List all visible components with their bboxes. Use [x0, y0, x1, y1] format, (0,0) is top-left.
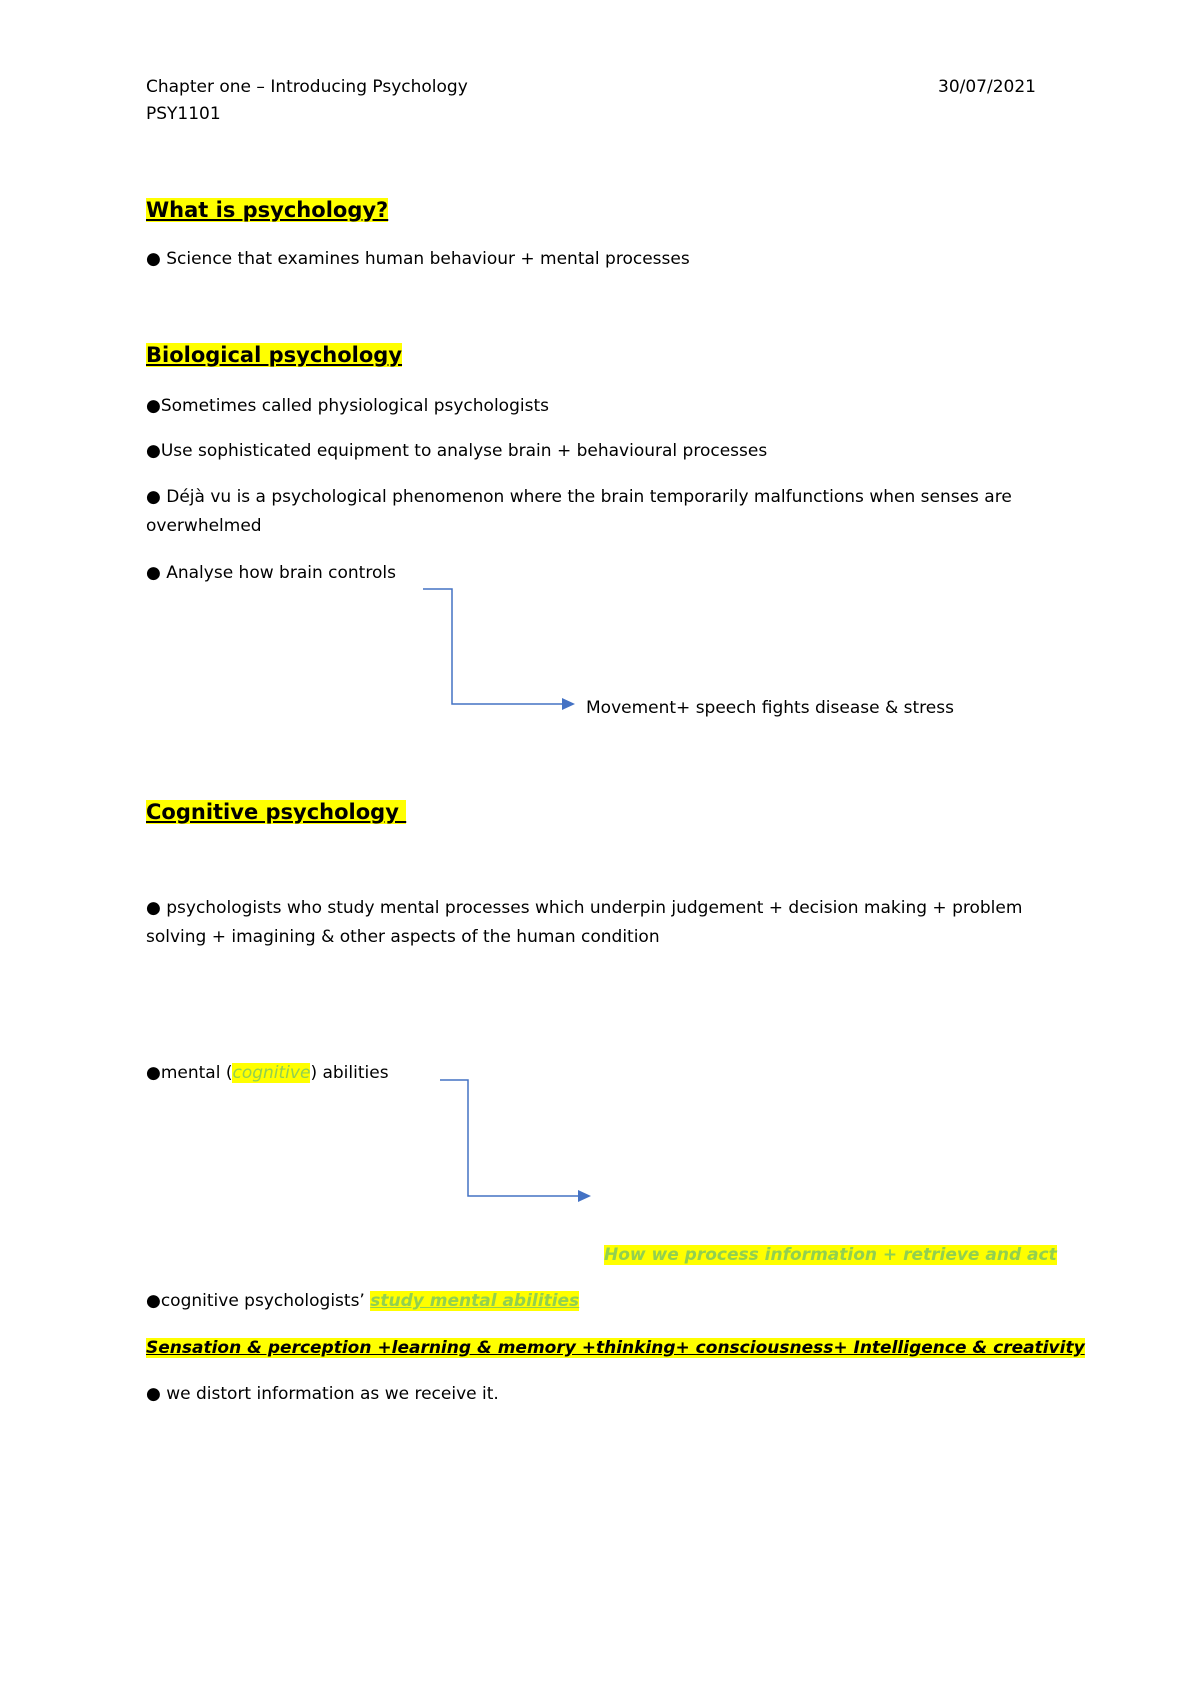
topics-line	[146, 1337, 1085, 1359]
bullet-equipment: ●Use sophisticated equipment to analyse brain + behavioural processes	[146, 441, 768, 461]
psychologists-prefix: ●cognitive psychologists’	[146, 1291, 371, 1311]
bullet-deja-vu-line1: ● Déjà vu is a psychological phenomenon where the brain temporarily malfunctions when senses are	[146, 487, 1012, 507]
bullet-mental-processes-line2: solving + imagining & other aspects of the human condition	[146, 927, 660, 947]
bullet-physiological: ●Sometimes called physiological psychologists	[146, 396, 549, 416]
chapter-title: Chapter one – Introducing Psychology	[146, 77, 468, 97]
process-information-text: How we process information + retrieve and act	[604, 1245, 1057, 1265]
course-code: PSY1101	[146, 104, 221, 124]
topics-text: Sensation & perception +learning & memory +thinking+ consciousness+ Intelligence & creativity	[146, 1338, 1085, 1358]
bullet-distort-information: ● we distort information as we receive it.	[146, 1384, 499, 1404]
cognitive-highlight: cognitive	[232, 1063, 311, 1083]
mental-suffix: ) abilities	[310, 1063, 389, 1083]
bullet-brain-controls: ● Analyse how brain controls	[146, 563, 396, 583]
arrow-target-movement: Movement+ speech fights disease & stress	[586, 698, 954, 718]
arrow-target-process-information	[604, 1244, 1057, 1266]
bullet-study-mental-abilities	[146, 1290, 579, 1312]
heading-text: Cognitive psychology	[146, 800, 407, 824]
bullet-mental-processes-line1: ● psychologists who study mental processes which underpin judgement + decision making + problem	[146, 898, 1023, 918]
heading-text: What is psychology?	[146, 198, 389, 222]
heading-text: Biological psychology	[146, 343, 403, 367]
bullet-deja-vu-line2: overwhelmed	[146, 516, 262, 536]
document-date: 30/07/2021	[938, 77, 1036, 97]
mental-prefix: ●mental (	[146, 1063, 233, 1083]
study-mental-abilities-highlight: study mental abilities	[370, 1291, 580, 1311]
bullet-science-definition: ● Science that examines human behaviour + mental processes	[146, 249, 690, 269]
